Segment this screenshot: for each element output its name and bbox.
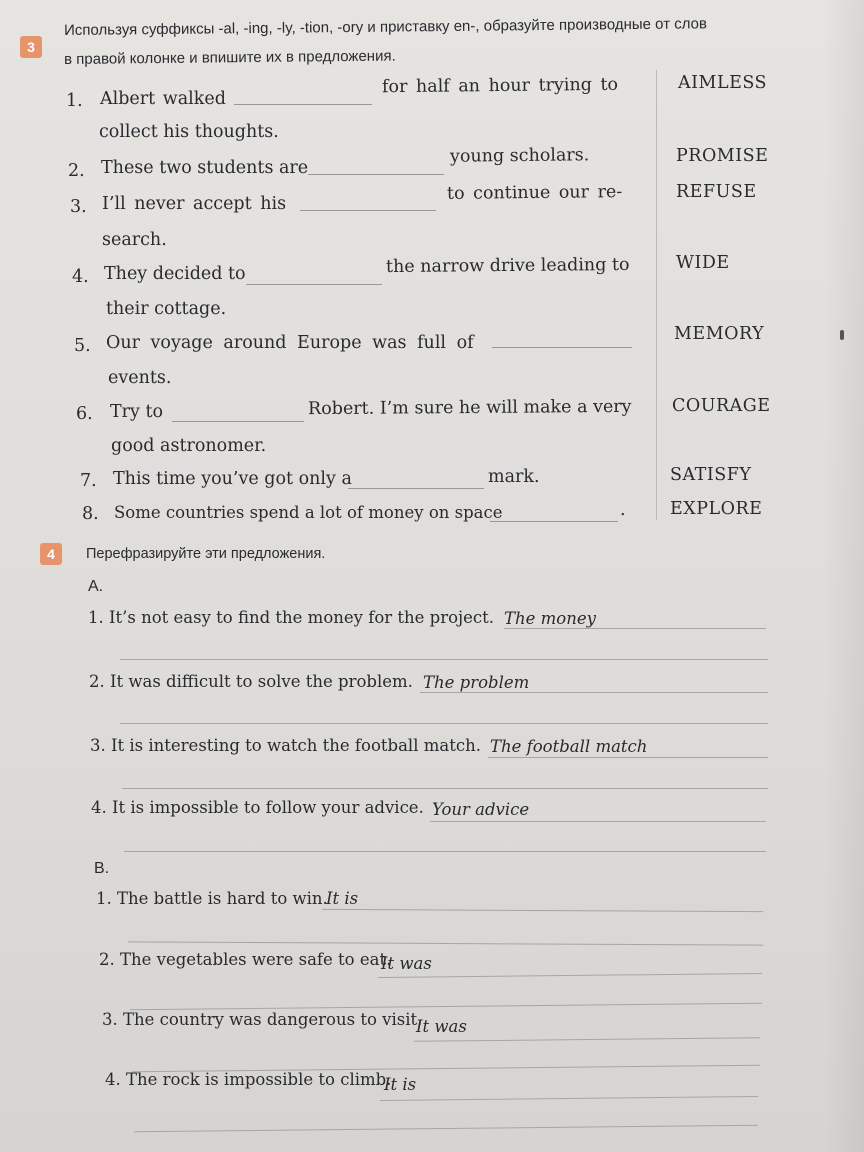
b4-sentence: 4. The rock is impossible to climb. [105, 1070, 392, 1089]
item-7-blank[interactable] [348, 488, 484, 489]
item-1-base-word: AIMLESS [678, 73, 768, 93]
item-6-text-c: good astronomer. [111, 436, 267, 456]
a4-start: Your advice [432, 800, 530, 819]
item-4-text-c: their cottage. [106, 299, 227, 319]
item-4-text-a: They decided to [104, 264, 246, 284]
page-edge-shadow [824, 0, 864, 1152]
b1-answer-line-1[interactable] [322, 909, 764, 912]
b2-start: It was [381, 954, 432, 973]
b2-answer-line-1[interactable] [378, 973, 762, 978]
item-6-base-word: COURAGE [672, 396, 771, 416]
item-7-number: 7. [80, 471, 97, 491]
b1-start: It is [326, 889, 359, 908]
item-2-text-b: young scholars. [449, 145, 590, 167]
a1-answer-line-2[interactable] [120, 659, 768, 660]
a2-sentence: 2. It was difficult to solve the problem. [89, 672, 413, 691]
item-5-text-a: Our voyage around Europe was full of [106, 333, 474, 353]
item-3-blank[interactable] [300, 210, 436, 211]
item-4-number: 4. [72, 267, 89, 287]
a3-answer-line-1[interactable] [488, 757, 768, 758]
item-5-blank[interactable] [492, 347, 632, 348]
b4-answer-line-1[interactable] [380, 1096, 758, 1101]
b3-sentence: 3. The country was dangerous to visit. [102, 1010, 423, 1029]
item-3-text-b: to continue our re- [446, 182, 623, 204]
a2-start: The problem [423, 673, 530, 692]
item-1-text-c: collect his thoughts. [99, 122, 279, 142]
item-8-text-b: . [620, 500, 626, 520]
item-7-text-a: This time you’ve got only a [113, 469, 352, 489]
item-8-number: 8. [82, 504, 99, 524]
item-2-text-a: These two students are [101, 158, 309, 178]
a3-answer-line-2[interactable] [122, 788, 768, 789]
page-edge-mark [840, 330, 844, 340]
item-4-base-word: WIDE [676, 253, 730, 273]
b3-answer-line-1[interactable] [414, 1037, 760, 1042]
item-6-text-a: Try to [110, 402, 164, 422]
item-7-text-b: mark. [488, 467, 540, 487]
item-5-text-c: events. [108, 368, 172, 388]
item-8-base-word: EXPLORE [670, 499, 763, 519]
exercise-3-instruction-line2: в правой колонке и впишите их в предложения. [64, 47, 396, 68]
item-3-number: 3. [70, 197, 87, 217]
b4-start: It is [384, 1075, 417, 1094]
item-6-text-b: Robert. I’m sure he will make a very [307, 396, 632, 420]
item-5-number: 5. [74, 336, 91, 356]
item-3-text-c: search. [102, 230, 167, 250]
b2-sentence: 2. The vegetables were safe to eat. [99, 950, 392, 969]
b4-answer-line-2[interactable] [134, 1125, 758, 1133]
item-6-blank[interactable] [172, 421, 304, 422]
section-b-label: B. [94, 860, 110, 877]
item-2-base-word: PROMISE [676, 146, 769, 166]
item-3-base-word: REFUSE [676, 182, 757, 202]
a4-answer-line-2[interactable] [124, 851, 766, 852]
item-4-text-b: the narrow drive leading to [385, 254, 630, 278]
item-8-blank[interactable] [490, 521, 618, 522]
item-3-text-a: I’ll never accept his [102, 194, 287, 214]
a3-sentence: 3. It is interesting to watch the football match. [90, 736, 481, 755]
a4-answer-line-1[interactable] [430, 821, 766, 822]
item-5-base-word: MEMORY [674, 324, 765, 344]
item-1-number: 1. [66, 91, 83, 111]
exercise-4-badge: 4 [40, 543, 62, 565]
section-a-label: A. [88, 578, 104, 595]
a2-answer-line-1[interactable] [420, 692, 768, 693]
a1-start: The money [504, 609, 596, 628]
exercise-4-instruction: Перефразируйте эти предложения. [86, 546, 326, 562]
item-1-text-a: Albert walked [100, 89, 226, 109]
item-2-number: 2. [68, 161, 85, 181]
b3-start: It was [416, 1017, 467, 1036]
item-2-blank[interactable] [308, 174, 444, 175]
b1-sentence: 1. The battle is hard to win. [96, 889, 328, 908]
a3-start: The football match [490, 737, 648, 756]
item-1-blank[interactable] [234, 104, 372, 105]
column-divider [656, 70, 657, 520]
item-8-text-a: Some countries spend a lot of money on space [114, 503, 503, 522]
a1-answer-line-1[interactable] [504, 628, 766, 629]
exercise-3-instruction-line1: Используя суффиксы -al, -ing, -ly, -tion, -ory и приставку en-, образуйте производные от слов [64, 15, 708, 39]
item-7-base-word: SATISFY [670, 465, 752, 485]
item-4-blank[interactable] [246, 284, 382, 285]
exercise-3-badge: 3 [20, 36, 42, 58]
item-6-number: 6. [76, 404, 93, 424]
b1-answer-line-2[interactable] [128, 941, 764, 945]
item-1-text-b: for half an hour trying to [381, 74, 619, 98]
a4-sentence: 4. It is impossible to follow your advice. [91, 798, 424, 817]
a1-sentence: 1. It’s not easy to find the money for the project. [88, 608, 495, 627]
a2-answer-line-2[interactable] [120, 723, 768, 724]
